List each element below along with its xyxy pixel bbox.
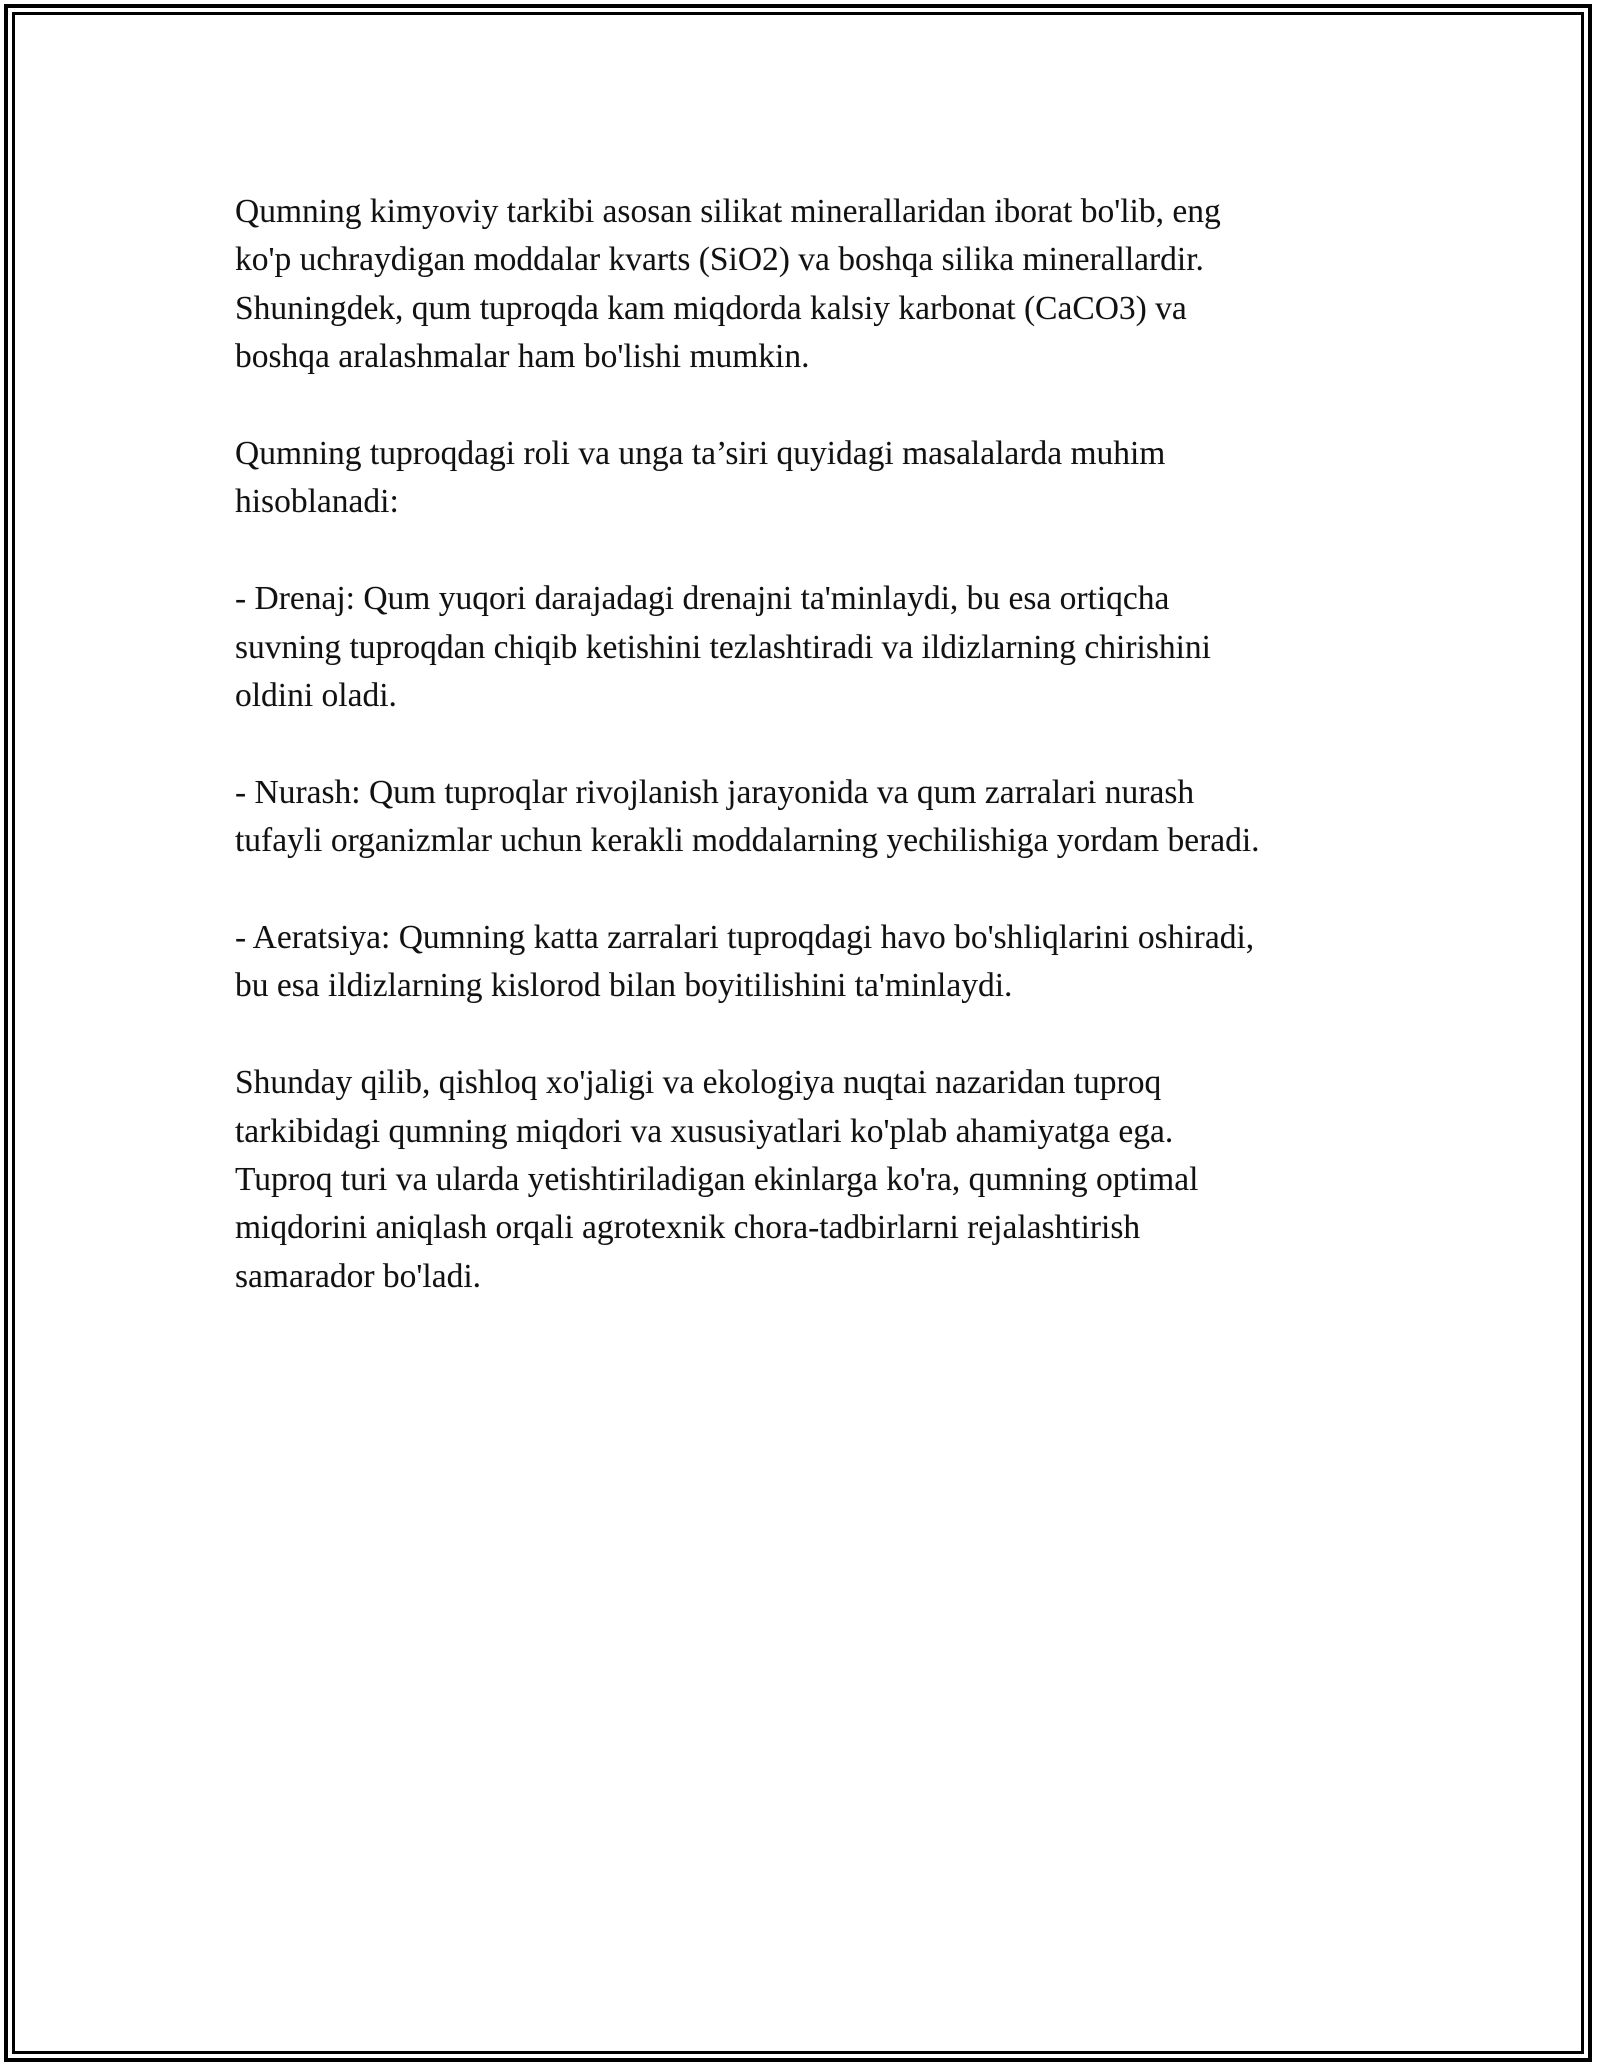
text-line: Tuproq turi va ularda yetishtiriladigan ekinlarga ko'ra, qumning optimal xyxy=(235,1161,1199,1199)
paragraph-aeration xyxy=(235,914,1385,1011)
text-line: miqdorini aniqlash orqali agrotexnik chora-tadbirlarni rejalashtirish xyxy=(235,1209,1141,1247)
text-line: oldini oladi. xyxy=(235,677,397,715)
text-line: - Nurash: Qum tuproqlar rivojlanish jarayonida va qum zarralari nurash xyxy=(235,773,1195,811)
text-line: boshqa aralashmalar ham bo'lishi mumkin. xyxy=(235,338,810,376)
paragraph-conclusion xyxy=(235,1059,1385,1301)
text-line: bu esa ildizlarning kislorod bilan boyitilishini ta'minlaydi. xyxy=(235,967,1013,1005)
text-line: hisoblanadi: xyxy=(235,483,399,521)
paragraph-composition xyxy=(235,188,1385,382)
paragraph-role-intro xyxy=(235,430,1385,527)
text-line: tarkibidagi qumning miqdori va xususiyatlari ko'plab ahamiyatga ega. xyxy=(235,1112,1174,1150)
text-line: - Drenaj: Qum yuqori darajadagi drenajni ta'minlaydi, bu esa ortiqcha xyxy=(235,580,1170,618)
text-line: Shuningdek, qum tuproqda kam miqdorda kalsiy karbonat (CaCO3) va xyxy=(235,289,1187,327)
document-body xyxy=(235,188,1385,1350)
text-line: samarador bo'ladi. xyxy=(235,1257,482,1295)
text-line: suvning tuproqdan chiqib ketishini tezlashtiradi va ildizlarning chirishini xyxy=(235,628,1211,666)
text-line: tufayli organizmlar uchun kerakli moddalarning yechilishiga yordam beradi. xyxy=(235,822,1260,860)
text-line: Qumning kimyoviy tarkibi asosan silikat minerallaridan iborat bo'lib, eng xyxy=(235,193,1221,230)
paragraph-weathering xyxy=(235,769,1385,866)
text-line: Shunday qilib, qishloq xo'jaligi va ekologiya nuqtai nazaridan tuproq xyxy=(235,1064,1162,1102)
text-line: Qumning tuproqdagi roli va unga ta’siri quyidagi masalalarda muhim xyxy=(235,435,1166,473)
text-line: - Aeratsiya: Qumning katta zarralari tuproqdagi havo bo'shliqlarini oshiradi, xyxy=(235,919,1255,957)
text-line: ko'p uchraydigan moddalar kvarts (SiO2) va boshqa silika minerallardir. xyxy=(235,241,1204,279)
paragraph-drainage xyxy=(235,575,1385,720)
